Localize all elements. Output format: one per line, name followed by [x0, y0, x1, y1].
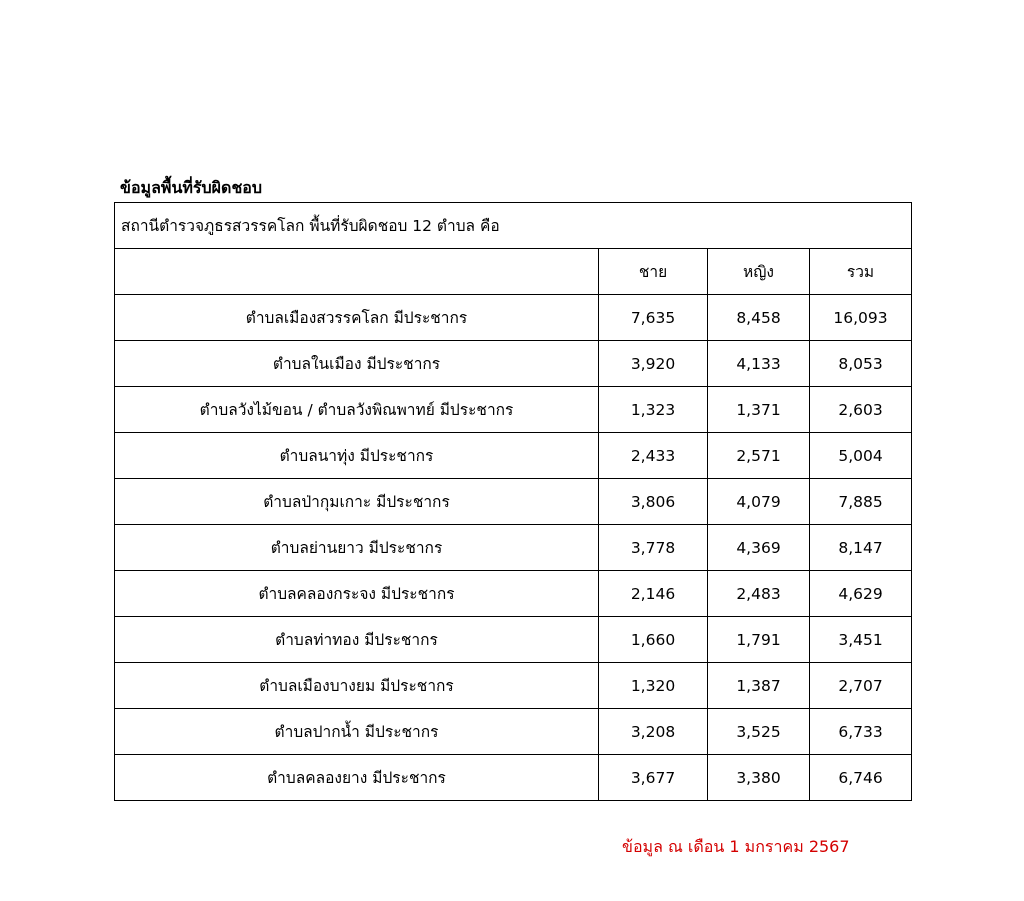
table-caption-row [115, 203, 912, 249]
section-heading: ข้อมูลพื้นที่รับผิดชอบ [120, 178, 263, 197]
data-date-footnote: ข้อมูล ณ เดือน 1 มกราคม 2567 [622, 837, 850, 856]
total-count-cell: 5,004 [810, 433, 912, 479]
subdistrict-name-cell: ตำบลคลองยาง มีประชากร [115, 755, 599, 801]
total-count-cell: 3,451 [810, 617, 912, 663]
header-female: หญิง [708, 249, 810, 295]
male-count-cell: 3,677 [599, 755, 708, 801]
female-count-cell: 2,571 [708, 433, 810, 479]
subdistrict-name-cell: ตำบลเมืองบางยม มีประชากร [115, 663, 599, 709]
female-count-cell: 3,525 [708, 709, 810, 755]
subdistrict-name-cell: ตำบลเมืองสวรรคโลก มีประชากร [115, 295, 599, 341]
subdistrict-name-cell: ตำบลท่าทอง มีประชากร [115, 617, 599, 663]
male-count-cell: 2,146 [599, 571, 708, 617]
table-row [115, 525, 912, 571]
total-count-cell: 2,603 [810, 387, 912, 433]
female-count-cell: 3,380 [708, 755, 810, 801]
header-total: รวม [810, 249, 912, 295]
table-row [115, 341, 912, 387]
male-count-cell: 7,635 [599, 295, 708, 341]
table-row [115, 295, 912, 341]
total-count-cell: 6,746 [810, 755, 912, 801]
table-row [115, 387, 912, 433]
table-row [115, 709, 912, 755]
male-count-cell: 3,208 [599, 709, 708, 755]
total-count-cell: 8,053 [810, 341, 912, 387]
subdistrict-name-cell: ตำบลในเมือง มีประชากร [115, 341, 599, 387]
subdistrict-name-cell: ตำบลป่ากุมเกาะ มีประชากร [115, 479, 599, 525]
female-count-cell: 2,483 [708, 571, 810, 617]
table-row [115, 433, 912, 479]
female-count-cell: 1,791 [708, 617, 810, 663]
table-row [115, 755, 912, 801]
female-count-cell: 4,133 [708, 341, 810, 387]
subdistrict-name-cell: ตำบลนาทุ่ง มีประชากร [115, 433, 599, 479]
table-header-row [115, 249, 912, 295]
total-count-cell: 16,093 [810, 295, 912, 341]
male-count-cell: 1,320 [599, 663, 708, 709]
female-count-cell: 1,387 [708, 663, 810, 709]
male-count-cell: 1,660 [599, 617, 708, 663]
female-count-cell: 4,079 [708, 479, 810, 525]
subdistrict-name-cell: ตำบลคลองกระจง มีประชากร [115, 571, 599, 617]
subdistrict-name-cell: ตำบลปากน้ำ มีประชากร [115, 709, 599, 755]
header-male: ชาย [599, 249, 708, 295]
female-count-cell: 4,369 [708, 525, 810, 571]
subdistrict-name-cell: ตำบลย่านยาว มีประชากร [115, 525, 599, 571]
male-count-cell: 2,433 [599, 433, 708, 479]
population-table [114, 202, 912, 801]
female-count-cell: 1,371 [708, 387, 810, 433]
total-count-cell: 7,885 [810, 479, 912, 525]
table-row [115, 663, 912, 709]
table-row [115, 617, 912, 663]
male-count-cell: 3,778 [599, 525, 708, 571]
male-count-cell: 3,920 [599, 341, 708, 387]
table-caption: สถานีตำรวจภูธรสวรรคโลก พื้นที่รับผิดชอบ 12 ตำบล คือ [115, 203, 912, 249]
female-count-cell: 8,458 [708, 295, 810, 341]
total-count-cell: 2,707 [810, 663, 912, 709]
subdistrict-name-cell: ตำบลวังไม้ขอน / ตำบลวังพิณพาทย์ มีประชากร [115, 387, 599, 433]
table-row [115, 571, 912, 617]
total-count-cell: 8,147 [810, 525, 912, 571]
header-name-cell [115, 249, 599, 295]
male-count-cell: 1,323 [599, 387, 708, 433]
total-count-cell: 6,733 [810, 709, 912, 755]
total-count-cell: 4,629 [810, 571, 912, 617]
male-count-cell: 3,806 [599, 479, 708, 525]
table-row [115, 479, 912, 525]
